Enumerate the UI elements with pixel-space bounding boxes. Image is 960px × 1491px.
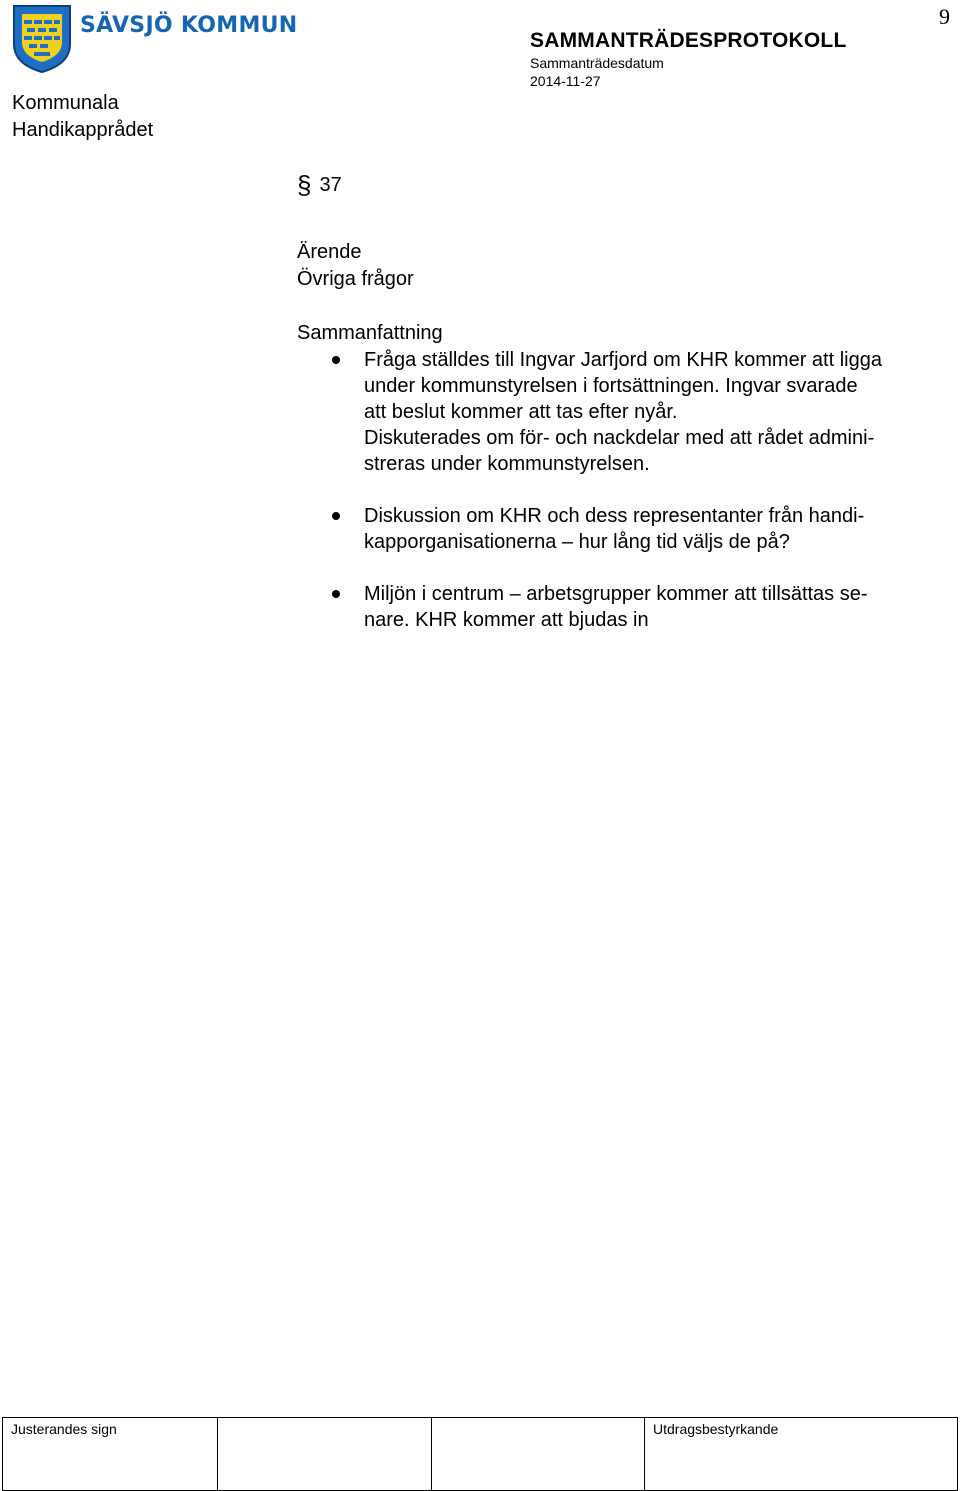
list-item	[297, 581, 957, 633]
paragraph-heading	[297, 170, 957, 201]
committee-name	[12, 90, 153, 144]
list-item-line: Diskussion om KHR och dess representanter från handi-	[364, 505, 865, 527]
list-item-line: att beslut kommer att tas efter nyår.	[364, 401, 678, 423]
protocol-title: SAMMANTRÄDESPROTOKOLL	[530, 29, 847, 52]
meeting-date-value: 2014-11-27	[530, 73, 601, 89]
bullet-icon	[332, 590, 340, 598]
list-item-line: nare. KHR kommer att bjudas in	[364, 609, 649, 631]
summary-heading: Sammanfattning	[297, 322, 443, 344]
list-item-line: kapporganisationerna – hur lång tid väljs de på?	[364, 531, 790, 553]
list-item-line: Miljön i centrum – arbetsgrupper kommer att tillsättas se-	[364, 583, 868, 605]
case-heading: Ärende	[297, 241, 362, 263]
summary-list	[297, 347, 957, 633]
list-item-line: Diskuterades om för- och nackdelar med att rådet admini-	[364, 427, 875, 449]
meeting-date-label: Sammanträdesdatum	[530, 55, 664, 71]
bullet-icon	[332, 356, 340, 364]
municipality-name: SÄVSJÖ KOMMUN	[80, 13, 298, 38]
signature-table	[2, 1417, 958, 1491]
bullet-icon	[332, 512, 340, 520]
list-item-line: under kommunstyrelsen i fortsättningen. Ingvar svarade	[364, 375, 858, 397]
committee-name-line-2: Handikapprådet	[12, 119, 154, 141]
list-item-line: Fråga ställdes till Ingvar Jarfjord om KHR kommer att ligga	[364, 349, 882, 371]
protocol-section	[297, 170, 957, 633]
paragraph-number: 37	[319, 174, 342, 196]
page-number: 9	[939, 4, 950, 29]
case-value: Övriga frågor	[297, 268, 414, 290]
list-item-line: streras under kommunstyrelsen.	[364, 453, 650, 475]
committee-name-line-1: Kommunala	[12, 92, 119, 114]
extract-certification-cell: Utdragsbestyrkande	[645, 1418, 958, 1491]
municipal-coat-of-arms-icon	[12, 4, 72, 74]
signature-cell	[432, 1418, 645, 1491]
list-item	[297, 503, 957, 555]
signature-cell	[218, 1418, 432, 1491]
list-item	[297, 347, 957, 477]
adjuster-sign-cell: Justerandes sign	[3, 1418, 218, 1491]
paragraph-sign: §	[297, 170, 312, 200]
